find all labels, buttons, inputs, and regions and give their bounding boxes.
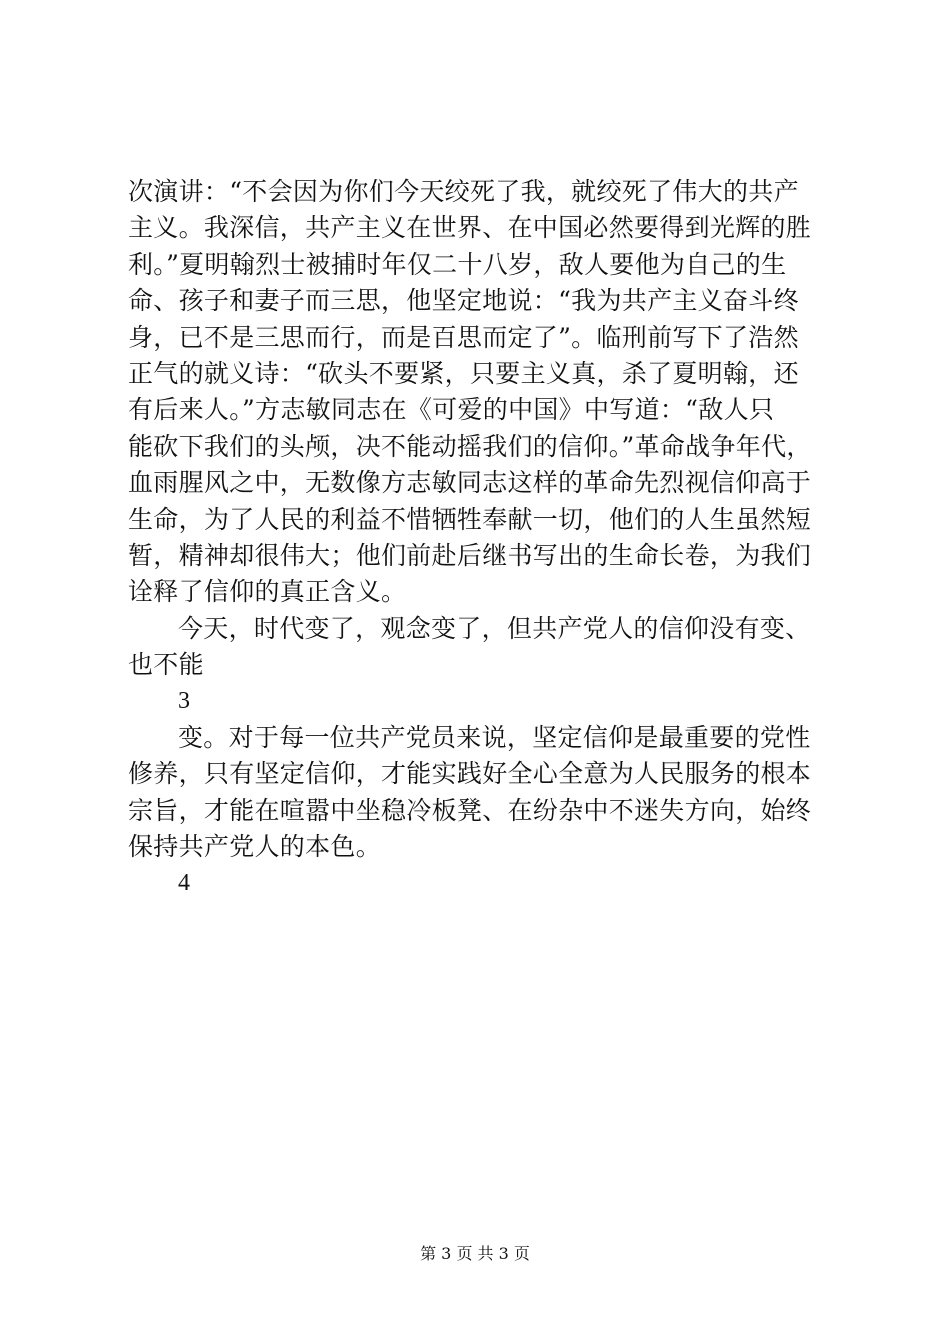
text-line: 保持共产党人的本色。 xyxy=(128,832,382,862)
text-line: 血雨腥风之中，无数像方志敏同志这样的革命先烈视信仰高于 xyxy=(128,468,812,498)
text-line: 利。”夏明翰烈士被捕时年仅二十八岁，敌人要他为自己的生 xyxy=(128,249,787,279)
section-number: 3 xyxy=(178,688,191,715)
page-footer xyxy=(0,1244,950,1264)
text-line: 今天，时代变了，观念变了，但共产党人的信仰没有变、 xyxy=(178,613,811,643)
text-line: 能砍下我们的头颅，决不能动摇我们的信仰。”革命战争年代， xyxy=(128,431,812,461)
text-line: 暂，精神却很伟大；他们前赴后继书写出的生命长卷，为我们 xyxy=(128,540,812,570)
body-text xyxy=(128,174,833,902)
text-line: 变。对于每一位共产党员来说，坚定信仰是最重要的党性 xyxy=(178,722,811,752)
text-line: 身，已不是三思而行，而是百思而定了”。临刑前写下了浩然 xyxy=(128,322,799,352)
text-line: 生命，为了人民的利益不惜牺牲奉献一切，他们的人生虽然短 xyxy=(128,504,812,534)
text-line: 次演讲：“不会因为你们今天绞死了我，就绞死了伟大的共产 xyxy=(128,177,799,206)
text-line: 也不能 xyxy=(128,650,204,680)
text-line: 正气的就义诗：“砍头不要紧，只要主义真，杀了夏明翰，还 xyxy=(128,358,799,388)
text-line: 有后来人。”方志敏同志在《可爱的中国》中写道：“敌人只 xyxy=(128,395,775,425)
section-number: 4 xyxy=(178,870,191,897)
text-line: 主义。我深信，共产主义在世界、在中国必然要得到光辉的胜 xyxy=(128,213,812,243)
text-line: 命、孩子和妻子而三思，他坚定地说：“我为共产主义奋斗终 xyxy=(128,286,799,316)
page-number-label: 第 3 页 共 3 页 xyxy=(420,1244,530,1263)
text-line: 诠释了信仰的真正含义。 xyxy=(128,577,407,607)
text-line: 宗旨，才能在喧嚣中坐稳冷板凳、在纷杂中不迷失方向，始终 xyxy=(128,795,812,825)
text-line: 修养，只有坚定信仰，才能实践好全心全意为人民服务的根本 xyxy=(128,759,812,789)
